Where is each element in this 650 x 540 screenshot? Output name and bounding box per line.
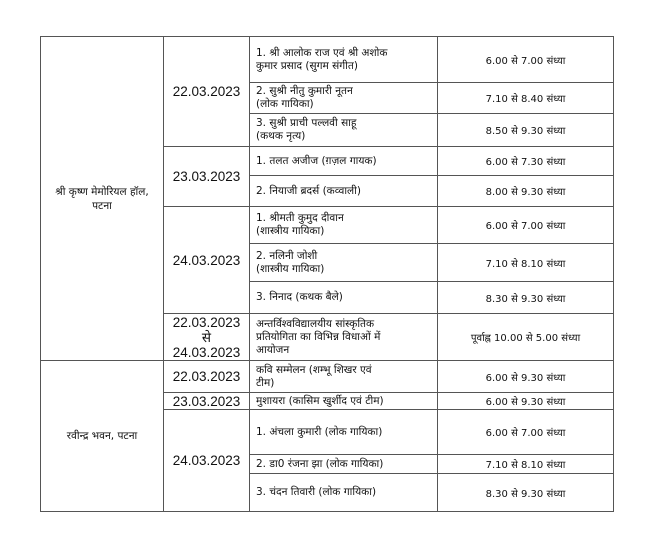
program-text: 3. चंदन तिवारी (लोक गायिका)	[256, 486, 377, 498]
program-text: 1. तलत अजीज (ग़ज़ल गायक)	[256, 154, 377, 167]
program-text: 1. श्रीमती कुमुद दीवान (शास्त्रीय गायिका)	[256, 212, 344, 237]
date-text: 24.03.2023	[172, 252, 241, 268]
date-cell	[164, 37, 250, 147]
time-cell	[438, 314, 614, 361]
program-text: मुशायरा (कासिम खुर्शीद एवं टीम)	[256, 394, 384, 407]
time-text: 6.00 से 7.30 संध्या	[485, 157, 566, 168]
time-text: 7.10 से 8.10 संध्या	[485, 258, 566, 270]
venue-cell	[41, 361, 164, 512]
program-text: कवि सम्मेलन (शम्भू शिखर एवं टीम)	[256, 363, 372, 389]
time-cell	[438, 147, 614, 176]
venue-cell	[41, 37, 164, 361]
time-text: 8.30 से 9.30 संध्या	[485, 488, 566, 500]
program-cell	[250, 393, 438, 410]
time-cell	[438, 83, 614, 114]
program-cell	[250, 314, 438, 361]
time-text: 8.00 से 9.30 संध्या	[485, 187, 566, 198]
program-cell	[250, 455, 438, 474]
date-text: 22.03.2023	[172, 369, 241, 384]
date-range-start: 22.03.2023	[172, 314, 241, 330]
program-text: 2. डा0 रंजना झा (लोक गायिका)	[256, 457, 384, 470]
time-cell	[438, 410, 614, 455]
program-cell	[250, 410, 438, 455]
program-cell	[250, 37, 438, 83]
time-cell	[438, 282, 614, 314]
schedule-table	[40, 36, 614, 512]
time-text: 6.00 से 7.00 संध्या	[485, 221, 566, 232]
time-text: 6.00 से 9.30 संध्या	[485, 372, 566, 384]
program-text: 1. अंचला कुमारी (लोक गायिका)	[256, 425, 383, 438]
table-row	[41, 361, 614, 393]
program-text: 2. नलिनी जोशी (शास्त्रीय गायिका)	[256, 249, 325, 275]
program-text: 1. श्री आलोक राज एवं श्री अशोक कुमार प्रसाद (सुगम संगीत)	[256, 46, 388, 72]
time-text: 7.10 से 8.40 संध्या	[485, 94, 566, 105]
program-cell	[250, 147, 438, 176]
program-cell	[250, 474, 438, 512]
time-cell	[438, 37, 614, 83]
program-text: अन्तर्विश्वविद्यालयीय सांस्कृतिक प्रतियोगिता का विभिन्न विधाओं में आयोजन	[256, 317, 381, 356]
time-cell	[438, 114, 614, 147]
table-row	[41, 37, 614, 83]
program-text: 2. नियाजी ब्रदर्स (कव्वाली)	[256, 184, 361, 197]
date-cell	[164, 147, 250, 207]
program-text: 2. सुश्री नीतु कुमारी नूतन (लोक गायिका)	[256, 85, 353, 110]
time-cell	[438, 244, 614, 282]
time-cell	[438, 361, 614, 393]
time-text: 8.50 से 9.30 संध्या	[485, 126, 566, 137]
program-cell	[250, 282, 438, 314]
time-text: 6.00 से 9.30 संध्या	[485, 397, 566, 408]
time-text: 7.10 से 8.10 संध्या	[485, 460, 566, 471]
time-text: 8.30 से 9.30 संध्या	[485, 293, 566, 305]
date-cell	[164, 207, 250, 314]
date-range-cell	[164, 314, 250, 361]
date-text: 24.03.2023	[172, 453, 241, 468]
program-cell	[250, 207, 438, 244]
time-cell	[438, 393, 614, 410]
program-cell	[250, 176, 438, 207]
program-text: 3. निनाद (कथक बैले)	[256, 291, 343, 303]
program-cell	[250, 83, 438, 114]
time-text: पूर्वाह्न 10.00 से 5.00 संध्या	[470, 333, 581, 344]
program-cell	[250, 244, 438, 282]
date-cell	[164, 361, 250, 393]
date-text: 22.03.2023	[172, 84, 241, 99]
time-cell	[438, 474, 614, 512]
date-cell	[164, 410, 250, 512]
venue-name: श्री कृष्ण मेमोरियल हॉल, पटना	[55, 185, 149, 212]
date-range-separator: से	[201, 329, 212, 345]
time-cell	[438, 207, 614, 244]
date-text: 23.03.2023	[172, 393, 241, 409]
venue-name: रवीन्द्र भवन, पटना	[66, 430, 138, 442]
date-range-end: 24.03.2023	[172, 344, 241, 360]
date-cell	[164, 393, 250, 410]
program-cell	[250, 114, 438, 147]
time-cell	[438, 455, 614, 474]
time-text: 6.00 से 7.00 संध्या	[485, 55, 566, 67]
time-cell	[438, 176, 614, 207]
program-text: 3. सुश्री प्राची पल्लवी साहू (कथक नृत्य)	[256, 117, 357, 142]
date-text: 23.03.2023	[172, 169, 241, 184]
time-text: 6.00 से 7.00 संध्या	[485, 428, 566, 439]
program-cell	[250, 361, 438, 393]
